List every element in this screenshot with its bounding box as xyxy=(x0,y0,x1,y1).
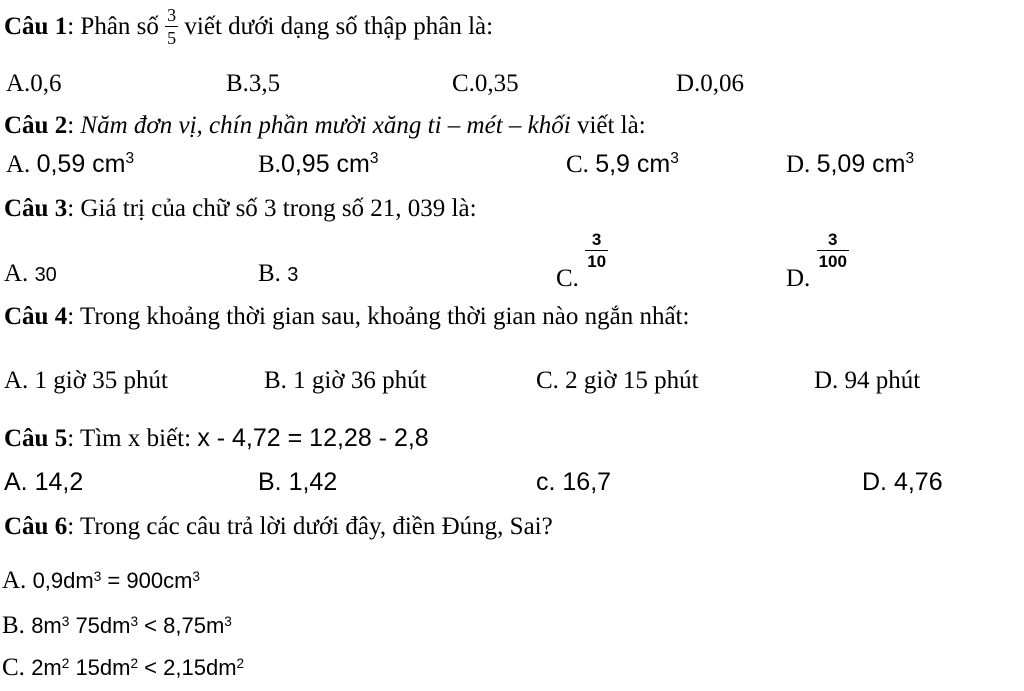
q6-item-b[interactable] xyxy=(2,613,232,638)
option-text: c. 16,7 xyxy=(536,468,612,496)
fraction-denominator: 10 xyxy=(587,252,607,271)
option-exponent: 3 xyxy=(125,150,135,168)
question-1-text-after: viết dưới dạng số thập phân là: xyxy=(184,13,494,41)
fraction-numerator: 3 xyxy=(167,5,177,25)
q4-option-d[interactable]: D. 94 phút xyxy=(814,367,921,394)
question-2-separator: : xyxy=(67,112,75,139)
question-6-label: Câu 6 xyxy=(4,513,68,540)
question-3-label: Câu 3 xyxy=(4,195,68,222)
fraction-numerator: 3 xyxy=(817,231,849,251)
item-expression xyxy=(31,613,232,638)
q3-option-c-fraction xyxy=(585,231,608,270)
question-3-text: : Giá trị của chữ số 3 trong số 21, 039 là: xyxy=(67,195,477,222)
question-5-text: : Tìm x biết: xyxy=(67,425,198,452)
q3-option-d[interactable] xyxy=(786,230,849,293)
question-4-label: Câu 4 xyxy=(4,303,68,330)
term: < 2,15dm xyxy=(138,655,237,680)
q5-option-a[interactable] xyxy=(4,470,83,495)
item-prefix: A. xyxy=(2,567,33,594)
q3-option-a[interactable] xyxy=(4,261,57,286)
option-prefix: D. xyxy=(786,265,811,293)
q1-option-d[interactable]: D.0,06 xyxy=(676,70,745,97)
q4-option-b[interactable]: B. 1 giờ 36 phút xyxy=(264,367,427,394)
exponent: 2 xyxy=(236,655,245,671)
question-6-text: : Trong các câu trả lời dưới đây, điền Đúng, Sai? xyxy=(67,513,553,540)
q2-option-a[interactable] xyxy=(6,152,134,177)
option-text: A. 14,2 xyxy=(4,468,84,496)
item-prefix: C. xyxy=(2,654,32,681)
option-value: 0,95 cm xyxy=(280,150,370,178)
option-exponent: 3 xyxy=(369,150,379,168)
exponent: 3 xyxy=(61,613,70,629)
q3-option-b[interactable] xyxy=(258,261,298,286)
q1-option-a[interactable]: A.0,6 xyxy=(6,70,62,97)
question-2-italic-text: Năm đơn vị, chín phần mười xăng ti – mét – khối xyxy=(80,112,571,139)
item-expression xyxy=(31,655,244,680)
question-2-text-after: viết là: xyxy=(576,112,646,139)
question-1-fraction xyxy=(165,6,178,47)
q1-option-b[interactable]: B.3,5 xyxy=(226,70,281,97)
question-4-text: : Trong khoảng thời gian sau, khoảng thời gian nào ngắn nhất: xyxy=(67,303,690,330)
q5-option-c[interactable] xyxy=(536,470,611,495)
q6-item-a[interactable] xyxy=(2,568,200,593)
q4-option-a[interactable]: A. 1 giờ 35 phút xyxy=(4,367,168,394)
option-exponent: 3 xyxy=(670,150,679,168)
term: < 8,75m xyxy=(138,613,225,638)
question-1 xyxy=(4,5,494,49)
option-prefix: A. xyxy=(6,151,37,178)
question-6 xyxy=(4,514,553,539)
q2-option-c[interactable] xyxy=(566,152,679,177)
exponent: 3 xyxy=(192,568,200,584)
q1-option-c[interactable]: C.0,35 xyxy=(452,70,519,97)
option-value: 30 xyxy=(34,264,57,286)
item-prefix: B. xyxy=(2,612,32,639)
q6-item-c[interactable] xyxy=(2,655,244,680)
exponent: 3 xyxy=(130,613,139,629)
option-prefix: C. xyxy=(566,151,596,178)
q3-option-d-fraction xyxy=(817,231,849,270)
question-3 xyxy=(4,196,477,221)
option-prefix: D. xyxy=(786,151,817,178)
question-2-label: Câu 2 xyxy=(4,112,68,139)
exponent: 2 xyxy=(61,655,70,671)
fraction-numerator: 3 xyxy=(585,231,608,251)
option-value: 3 xyxy=(287,264,299,286)
q5-option-d[interactable] xyxy=(862,470,943,495)
option-prefix: B. xyxy=(258,260,281,287)
exponent: 3 xyxy=(224,613,232,629)
q4-option-c[interactable]: C. 2 giờ 15 phút xyxy=(536,367,699,394)
question-4 xyxy=(4,304,689,329)
option-prefix: C. xyxy=(556,265,579,293)
question-5 xyxy=(4,426,429,451)
option-value: 5,09 cm xyxy=(816,150,906,178)
q2-option-b[interactable] xyxy=(258,152,379,177)
fraction-denominator: 100 xyxy=(818,252,847,271)
question-5-equation: x - 4,72 = 12,28 - 2,8 xyxy=(197,424,429,452)
question-2 xyxy=(4,113,646,138)
question-1-text: : Phân số xyxy=(67,13,159,41)
option-value: 0,59 cm xyxy=(36,150,126,178)
q3-option-c[interactable] xyxy=(556,230,608,293)
option-value: 5,9 cm xyxy=(595,150,671,178)
question-5-label: Câu 5 xyxy=(4,425,68,452)
option-text: B. 1,42 xyxy=(258,468,338,496)
item-expression xyxy=(33,568,200,593)
option-prefix: B. xyxy=(258,151,281,178)
option-text: D. 4,76 xyxy=(862,468,943,496)
term: 15dm xyxy=(69,655,131,680)
term: 75dm xyxy=(69,613,131,638)
term: = 900cm xyxy=(101,568,193,593)
q5-option-b[interactable] xyxy=(258,470,337,495)
term: 2m xyxy=(31,655,62,680)
option-exponent: 3 xyxy=(905,150,915,168)
option-prefix: A. xyxy=(4,260,29,287)
fraction-denominator: 5 xyxy=(167,28,177,48)
exponent: 2 xyxy=(130,655,139,671)
exponent: 3 xyxy=(93,568,102,584)
q2-option-d[interactable] xyxy=(786,152,914,177)
question-1-label: Câu 1 xyxy=(4,13,68,41)
term: 8m xyxy=(31,613,62,638)
term: 0,9dm xyxy=(32,568,94,593)
